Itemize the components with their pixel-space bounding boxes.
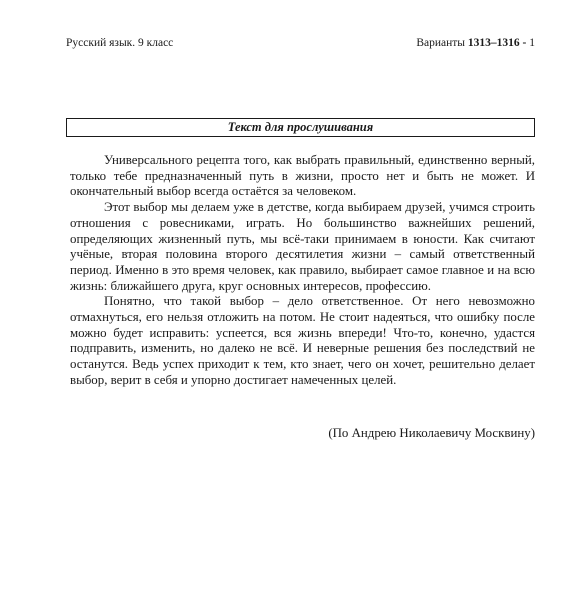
author-attribution: (По Андрею Николаевичу Москвину) [328,426,535,440]
paragraph-2: Этот выбор мы делаем уже в детстве, когда выбираем друзей, учимся строить отношения с ровесниками, играть. Но большинство важнейших решений, определяющих жизненный путь, мы всё-таки принимаем в юности. Как считают учёные, вторая половина второго десятилетия жизни – самый ответственный период. Именно в это время человек, как правило, выбирает самое главное и на всю жизнь: ближайшего друга, круг основных интересов, профессию. [70,200,535,293]
subject-label: Русский язык. 9 класс [66,37,174,49]
variants-prefix: Варианты [416,37,468,49]
page-number: 1 [529,37,535,49]
variants-label [416,36,535,50]
paragraph-1: Универсального рецепта того, как выбрать правильный, единственно верный, только тебе предназначенный путь в жизни, просто нет и быть не может. И окончательный выбор всегда остаётся за человеком. [70,153,535,199]
paragraph-3: Понятно, что такой выбор – дело ответственное. От него невозможно отмахнуться, его нельзя отложить на потом. Не стоит надеяться, что ошибку после можно будет исправить: успеется, вся жизнь впереди! Что-то, конечно, удастся подправить, изменить, но далеко не всё. И неверные решения без последствий не останутся. Ведь успех приходит к тем, кто знает, чего он хочет, решительно делает выбор, верит в себя и упорно достигает намеченных целей. [70,294,535,387]
variants-range: 1313–1316 - [467,37,530,49]
section-title: Текст для прослушивания [66,118,535,137]
listening-text [70,153,535,389]
